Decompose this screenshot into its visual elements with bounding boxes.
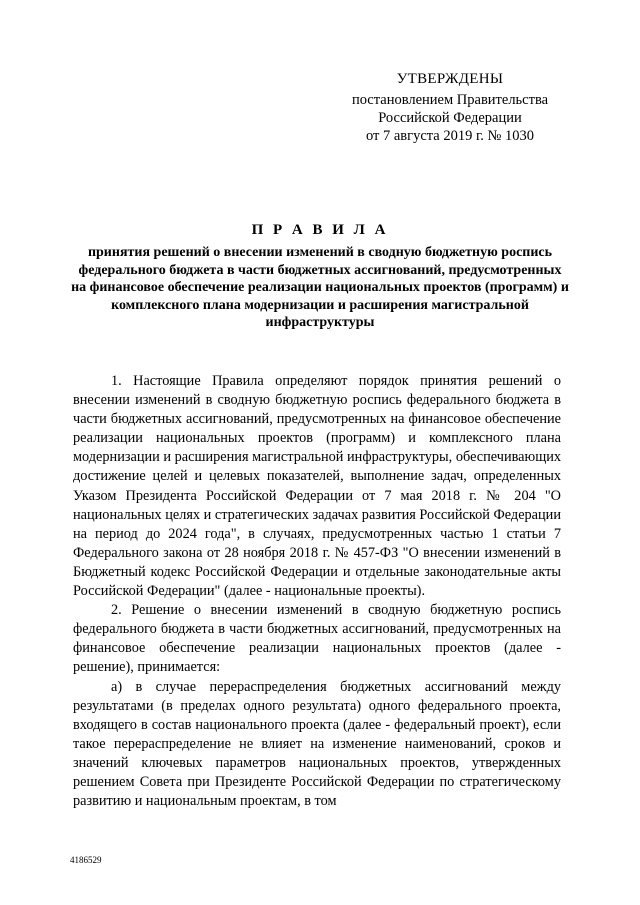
approval-line-1: постановлением Правительства [351,92,549,108]
approval-stamp [320,70,580,145]
approval-line-2: Российской Федерации [378,110,522,126]
document-code: 4186529 [70,855,102,865]
approval-heading: УТВЕРЖДЕНЫ [396,71,504,87]
document-body [73,372,561,811]
document-subtitle: принятия решений о внесении изменений в сводную бюджетную роспись федерального бюджета в части бюджетных ассигнований, предусмотренных на финансовое обеспечение реализации национальных проектов (программ) и комплексного плана модернизации и расширения магистральной инфраструктуры [71,245,569,330]
paragraph-2a: а) в случае перераспределения бюджетных ассигнований между результатами (в пределах одного результата) одного федерального проекта, входящего в состав национального проекта (далее - федеральный проект), если такое перераспределение не влияет на изменение наименований, сроков и значений ключевых параметров национальных проектов, утвержденных решением Совета при Президенте Российской Федерации по стратегическому развитию и национальным проектам, в том [73,678,561,810]
approval-line-3: от 7 августа 2019 г. № 1030 [365,128,535,144]
paragraph-1: 1. Настоящие Правила определяют порядок принятия решений о внесении изменений в сводную бюджетную роспись федерального бюджета в части бюджетных ассигнований, предусмотренных на финансовое обеспечение реализации национальных проектов (программ) и комплексного плана модернизации и расширения магистральной инфраструктуры, обеспечивающих достижение целей и целевых показателей, выполнение задач, определенных Указом Президента Российской Федерации от 7 мая 2018 г. № 204 "О национальных целях и стратегических задачах развития Российской Федерации на период до 2024 года", в случаях, предусмотренных частью 1 статьи 7 Федерального закона от 28 ноября 2018 г. № 457-ФЗ "О внесении изменений в Бюджетный кодекс Российской Федерации и отдельные законодательные акты Российской Федерации" (далее - национальные проекты). [73,373,561,600]
paragraph-2: 2. Решение о внесении изменений в сводную бюджетную роспись федерального бюджета в части бюджетных ассигнований, предусмотренных на финансовое обеспечение реализации национальных проектов (далее - решение), принимается: [73,602,561,676]
document-title: П Р А В И Л А [251,222,389,238]
